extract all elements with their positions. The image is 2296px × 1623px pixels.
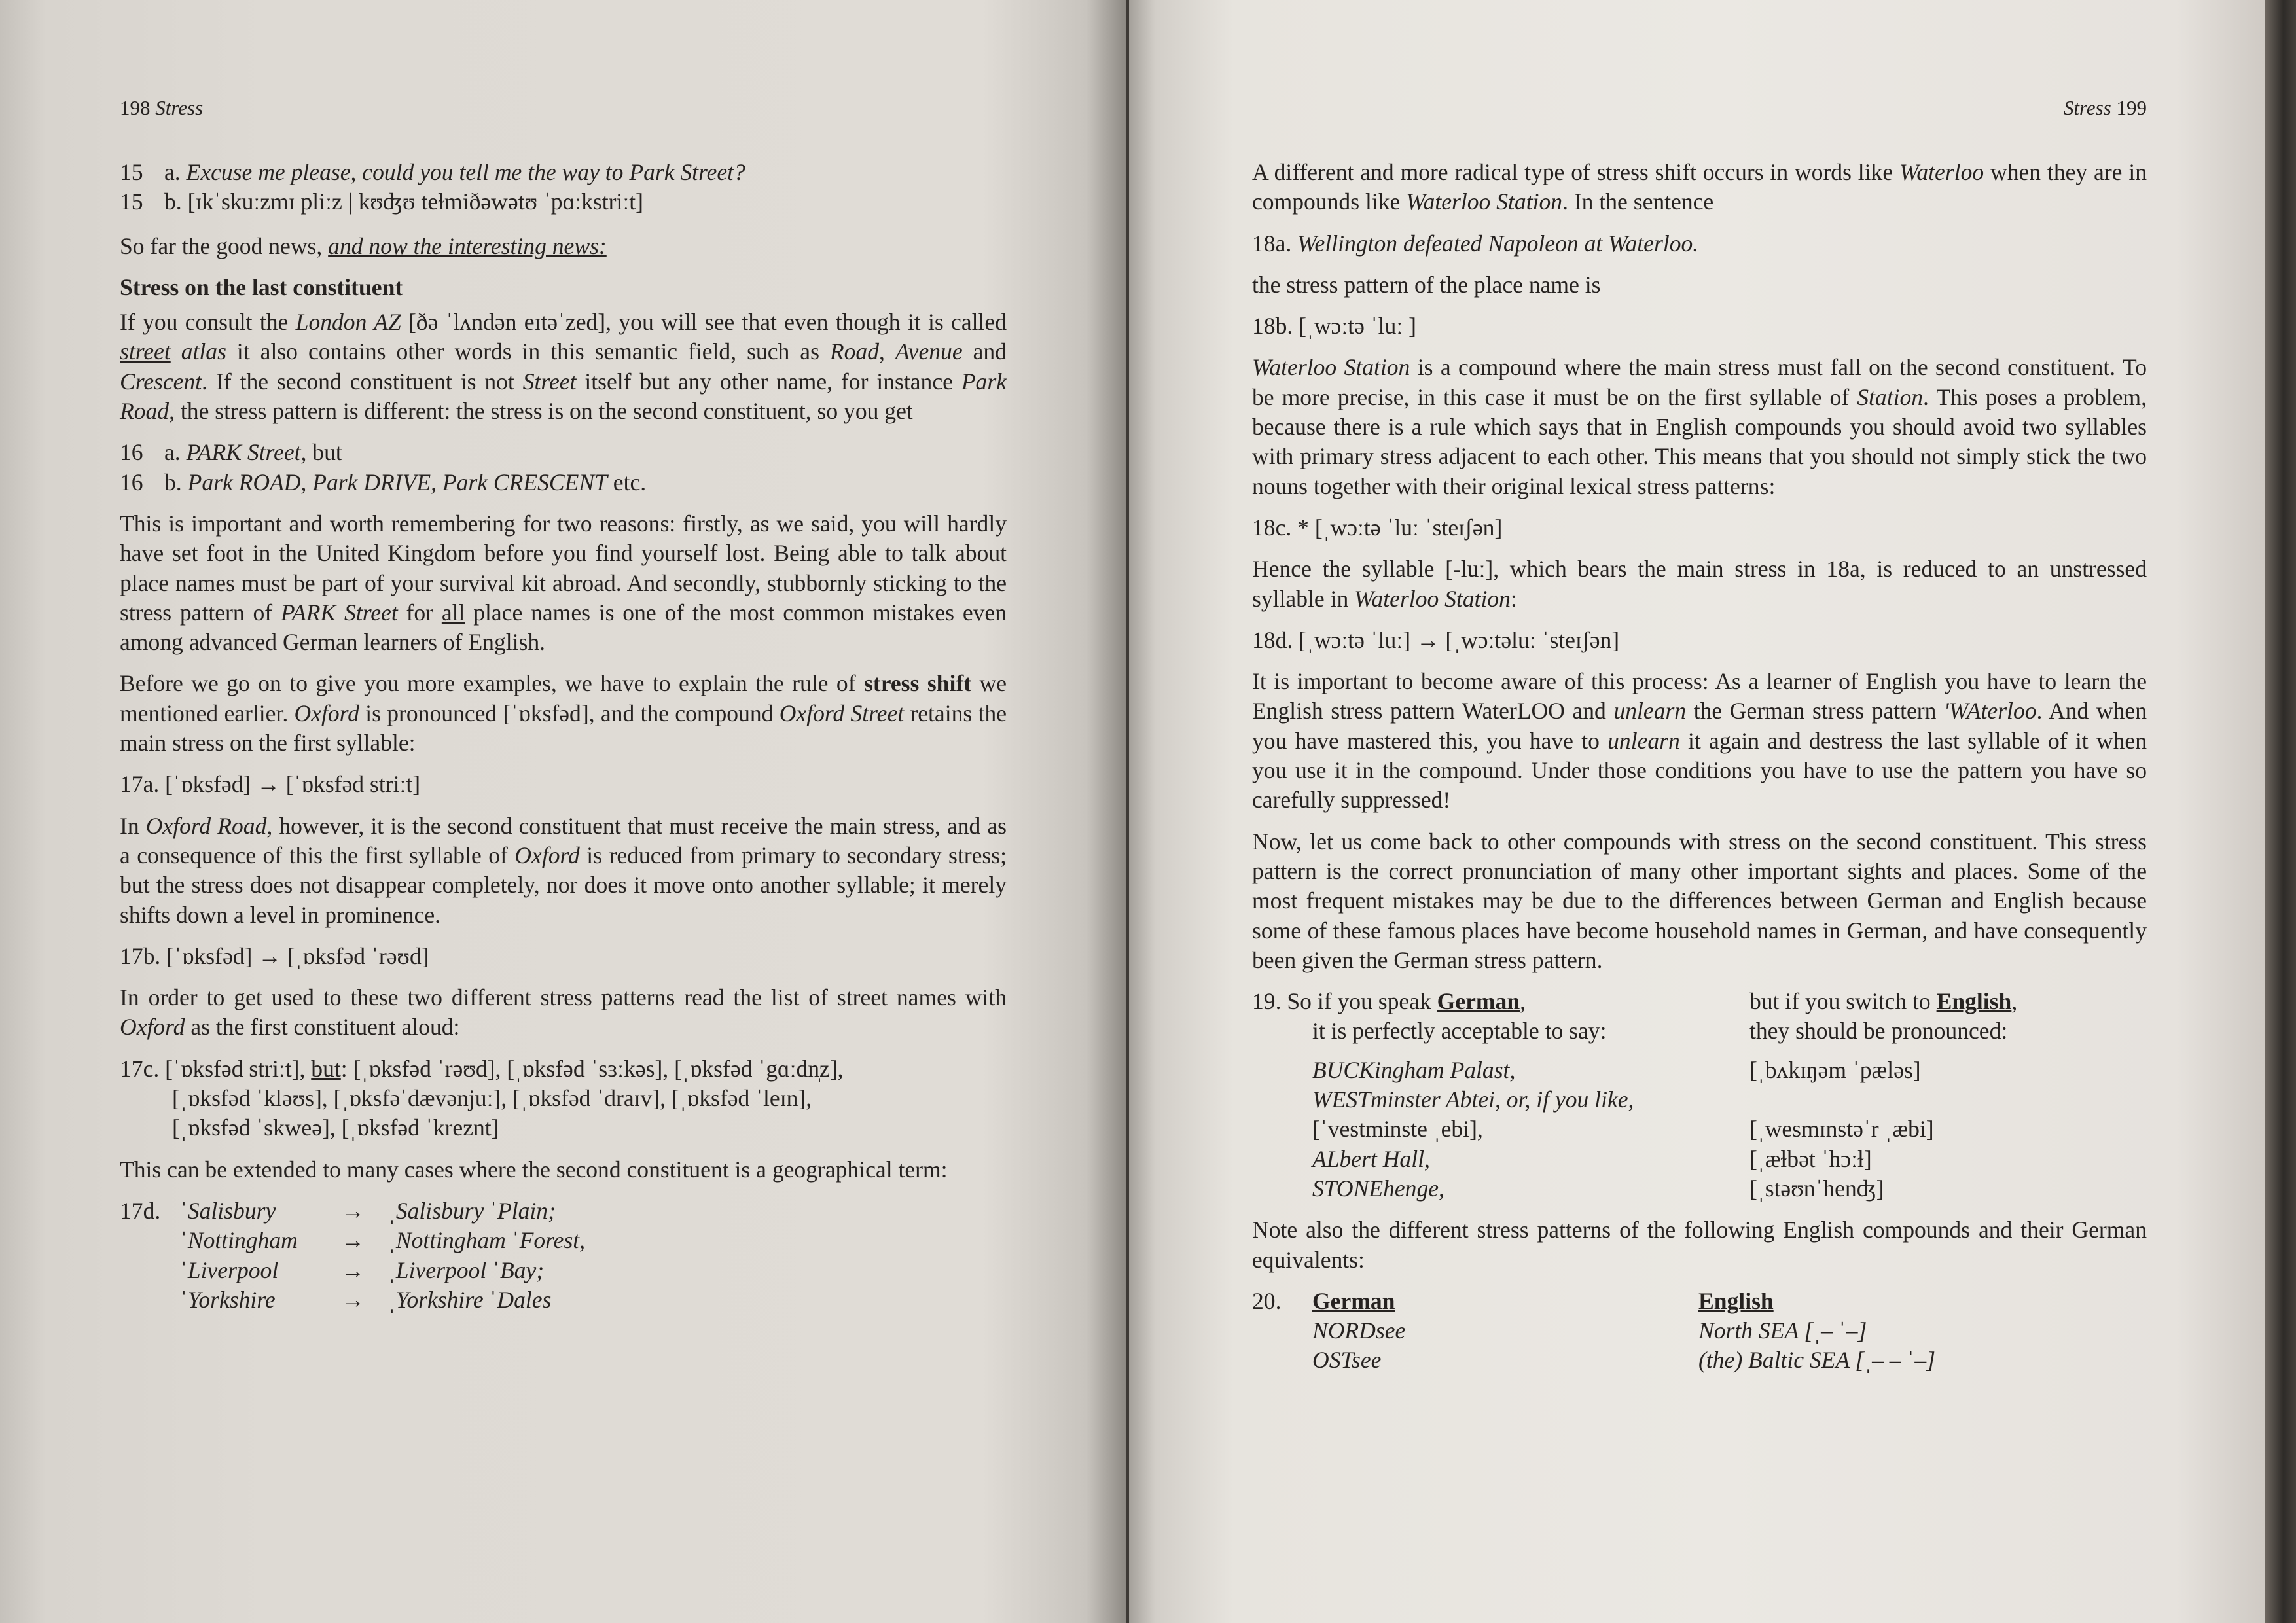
example-18b: 18b. [ˌwɔːtə ˈluː ] (1252, 313, 1416, 340)
example-16b: 16 b. Park ROAD, Park DRIVE, Park CRESCENT etc. (120, 469, 647, 495)
right-page-column (1252, 95, 2147, 1376)
paragraph-hence: Hence the syllable [-luː], which bears the main stress in 18a, is reduced to an unstressed syllable in Waterloo Station: (1252, 556, 2147, 612)
paragraph-good-news: So far the good news, and now the interesting news: (120, 232, 607, 259)
example-19: 19. So if you speak German, but if you switch to English, it is perfectly acceptable to say: they should be pronounced: BUCKingham Palast, [ˌbʌkɪŋəm ˈpæləs] WESTminster Abtei, or, if you like, [ˈvestminste ˌebi], [ˌwesmɪnstəˈr ˌæbi] ALbert Hall, [ˌæɫbət ˈhɔːɫ] STONEhenge, [ˌstəʊnˈhenʤ] (1252, 988, 2018, 1202)
paragraph-waterloo: A different and more radical type of stress shift occurs in words like Waterloo when they are in compounds like Waterloo Station. In the sentence (1252, 159, 2147, 215)
left-page-column (120, 95, 1007, 1315)
example-17d-table: 17d. ˈSalisbury → ˌSalisbury ˈPlain; ˈNottingham → ˌNottingham ˈForest, ˈLiverpool → ˌLiverpool ˈBay; ˈYorkshire → ˌYorkshire ˈDales (120, 1197, 586, 1313)
example-15a: 15 a. Excuse me please, could you tell me the way to Park Street? (120, 159, 745, 185)
left-running-title: Stress (155, 96, 204, 119)
paragraph-london-az: If you consult the London AZ [ðə ˈlʌndən eɪtəˈzed], you will see that even though it is called street atlas it also contains other words in this semantic field, such as Road, Avenue and Crescent. If the second constituent is not Street itself but any other name, for instance Park Road, the stress pattern is different: the stress is on the second constituent, so you get (120, 309, 1007, 425)
paragraph-note-also: Note also the different stress patterns of the following English compounds and their German equivalents: (1252, 1217, 2147, 1273)
right-running-head (1252, 95, 2147, 158)
left-running-head (120, 95, 1007, 158)
book-edge (2265, 0, 2296, 1623)
example-18d: 18d. [ˌwɔːtə ˈluː] → [ˌwɔːtəluː ˈsteɪʃən] (1252, 626, 1620, 653)
paragraph-two-reasons: This is important and worth remembering for two reasons: firstly, as we said, you will hardly have set foot in the United Kingdom before you find yourself lost. Being able to talk about place names must be part of your survival kit abroad. And secondly, stubbornly sticking to the stress pattern of PARK Street for all place names is one of the most common mistakes even among advanced German learners of English. (120, 510, 1007, 656)
example-17a: 17a. [ˈɒksfəd] → [ˈɒksfəd striːt] (120, 771, 421, 798)
paragraph-other-compounds: Now, let us come back to other compounds with stress on the second constituent. This stress pattern is the correct pronunciation of many other important sights and places. Some of the most frequent mistakes may be due to the differences between German and English because some of these famous places have become household names in German, and have consequently been given the German stress pattern. (1252, 828, 2147, 973)
paragraph-geographical: This can be extended to many cases where the second constituent is a geographical term: (120, 1156, 948, 1183)
paragraph-unlearn: It is important to become aware of this process: As a learner of English you have to learn the English stress pattern WaterLOO and unlearn the German stress pattern 'WAterloo. And when you have mastered this, you have to unlearn it again and destress the last syllable of it when you use it in the compound. Under those conditions you have to use the pattern you have so carefully suppressed! (1252, 668, 2147, 813)
example-15b: 15 b. [ɪkˈskuːzmɪ pliːz | kʊʤʊ teɫmiðəwətʊ ˈpɑːkstriːt] (120, 188, 643, 215)
paragraph-stress-pattern: the stress pattern of the place name is (1252, 271, 1601, 298)
example-17c: 17c. [ˈɒksfəd striːt], but: [ˌɒksfəd ˈrəʊd], [ˌɒksfəd ˈsɜːkəs], [ˌɒksfəd ˈgɑːdn̩z], [ˌɒksfəd ˈkləʊs], [ˌɒksfəˈdævənjuː], [ˌɒksfəd ˈdraɪv], [ˌɒksfəd ˈleɪn], [ˌɒksfəd ˈskweə], [ˌɒksfəd ˈkreznt] (120, 1055, 844, 1141)
right-running-title: Stress (2063, 96, 2111, 119)
example-16a: 16 a. PARK Street, but (120, 439, 342, 466)
example-18a: 18a. Wellington defeated Napoleon at Waterloo. (1252, 230, 1699, 257)
example-18c: 18c. * [ˌwɔːtə ˈluː ˈsteɪʃən] (1252, 514, 1503, 541)
right-page-number: 199 (2116, 96, 2147, 119)
paragraph-stress-shift: Before we go on to give you more examples, we have to explain the rule of stress shift we mentioned earlier. Oxford is pronounced [ˈɒksfəd], and the compound Oxford Street retains the main stress on the first syllable: (120, 670, 1007, 757)
section-heading: Stress on the last constituent (120, 274, 403, 300)
right-page (1129, 0, 2265, 1623)
paragraph-oxford-road: In Oxford Road, however, it is the second constituent that must receive the main stress, and as a consequence of this the first syllable of Oxford is reduced from primary to secondary stress; but the stress does not disappear completely, nor does it move onto another syllable; it merely shifts down a level in prominence. (120, 812, 1007, 928)
left-page (0, 0, 1126, 1623)
paragraph-waterloo-station: Waterloo Station is a compound where the main stress must fall on the second constituent. To be more precise, in this case it must be on the first syllable of Station. This poses a problem, because there is a rule which says that in English compounds you should avoid two syllables with primary stress adjacent to each other. This means that you should not simply stick the two nouns together with their original lexical stress patterns: (1252, 354, 2147, 499)
example-17b: 17b. [ˈɒksfəd] → [ˌɒksfəd ˈrəʊd] (120, 942, 429, 969)
paragraph-street-names: In order to get used to these two different stress patterns read the list of street names with Oxford as the first constituent aloud: (120, 984, 1007, 1041)
left-page-number: 198 (120, 96, 151, 119)
example-20-table: 20. German English NORDsee North SEA [ˌ– ˈ–] OSTsee (the) Baltic SEA [ˌ– – ˈ–] (1252, 1287, 1935, 1374)
